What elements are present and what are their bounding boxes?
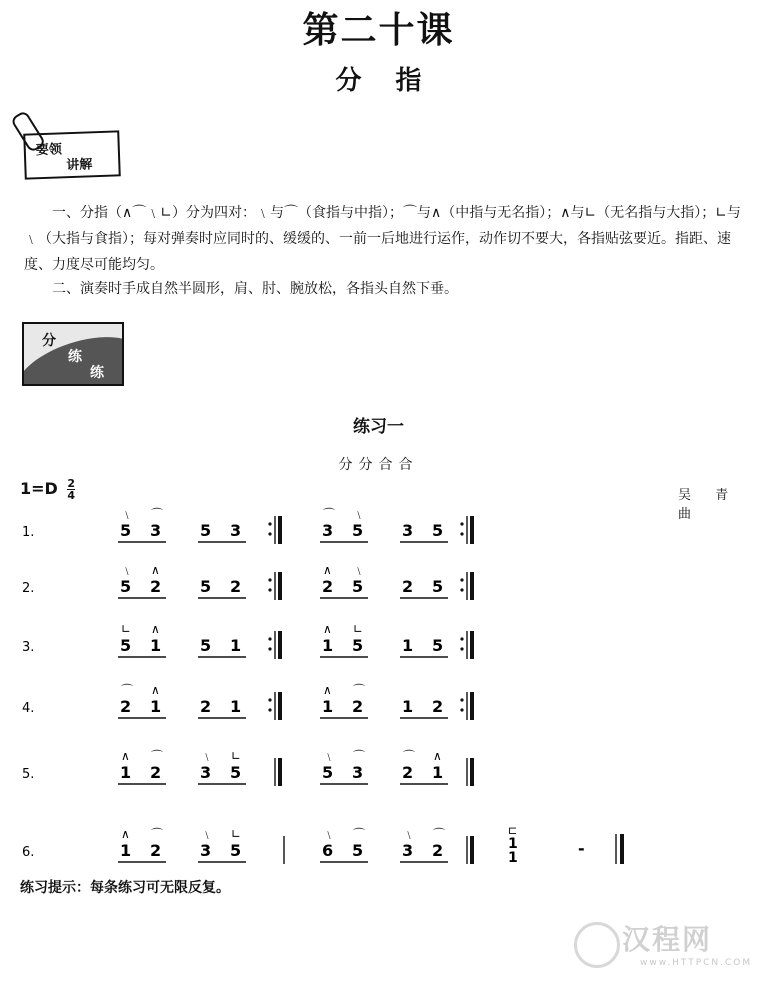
fingering-mark: ∧: [151, 622, 160, 636]
note: 5: [322, 763, 334, 782]
note: 1: [150, 636, 162, 655]
repeat-dot: [460, 522, 463, 525]
key-label: 1=D: [20, 479, 58, 498]
fingering-mark: ∟: [231, 749, 242, 763]
row-number: 2.: [22, 581, 35, 596]
watermark: [566, 916, 753, 976]
fingering-mark: ﹨: [353, 507, 366, 521]
note: 3: [322, 521, 334, 540]
note: 6: [322, 841, 334, 860]
fingering-mark: ⌒: [353, 683, 366, 697]
fingering-mark: ∟: [231, 827, 242, 841]
repeat-dot: [460, 698, 463, 701]
watermark-logo-icon: [574, 922, 620, 968]
repeat-dot: [268, 698, 271, 701]
repeat-dot: [268, 578, 271, 581]
page-title: 第二十课: [302, 9, 455, 51]
repeat-dot: [268, 708, 271, 711]
note: 5: [352, 841, 364, 860]
repeat-dot: [268, 522, 271, 525]
note: 3: [230, 521, 242, 540]
note: 2: [150, 841, 162, 860]
fingering-mark: ﹨: [201, 827, 214, 841]
explain-badge-line2: 讲解: [66, 157, 93, 174]
note: 2: [432, 697, 444, 716]
note: 3: [200, 763, 212, 782]
fingering-mark: ⊏: [508, 824, 518, 837]
note: 1: [322, 636, 334, 655]
note: 5: [432, 577, 444, 596]
fingering-mark: ∧: [121, 749, 130, 763]
note: 3: [402, 841, 414, 860]
note: 5: [120, 521, 132, 540]
fingering-mark: ⌒: [151, 507, 164, 521]
note: 1: [432, 763, 444, 782]
repeat-dot: [268, 588, 271, 591]
note: 5: [352, 521, 364, 540]
fingering-mark: ﹨: [201, 749, 214, 763]
note: 5: [120, 577, 132, 596]
note: 2: [322, 577, 334, 596]
exercise-title: 练习一: [353, 417, 404, 437]
row-number: 1.: [22, 525, 35, 540]
row-number: 5.: [22, 767, 35, 782]
exercise-subtitle: 分分合合: [338, 457, 419, 473]
note-final-low: 1: [508, 850, 518, 866]
repeat-dot: [460, 588, 463, 591]
note: 5: [230, 841, 242, 860]
paragraph-2: 二、演奏时手成自然半圆形，肩、肘、腕放松，各指头自然下垂。: [52, 281, 458, 297]
note: 3: [352, 763, 364, 782]
row-number: 6.: [22, 845, 35, 860]
fingering-mark: ﹨: [121, 563, 134, 577]
fingering-mark: ⌒: [403, 749, 416, 763]
fingering-mark: ∧: [121, 827, 130, 841]
fingering-mark: ∧: [151, 563, 160, 577]
note: 1: [150, 697, 162, 716]
practice-badge-line1: 分: [42, 333, 56, 349]
fingering-mark: ﹨: [121, 507, 134, 521]
note: 1: [402, 697, 414, 716]
repeat-dot: [460, 708, 463, 711]
note: 1: [120, 763, 132, 782]
time-top: 2: [67, 477, 76, 490]
fingering-mark: ﹨: [323, 749, 336, 763]
repeat-dot: [460, 578, 463, 581]
note: 2: [352, 697, 364, 716]
note: 1: [230, 636, 242, 655]
fingering-mark: ∧: [323, 683, 332, 697]
note: 5: [352, 636, 364, 655]
note-final: 1: [508, 836, 518, 852]
fingering-mark: ∧: [323, 622, 332, 636]
note: 2: [402, 577, 414, 596]
fingering-mark: ﹨: [323, 827, 336, 841]
repeat-dot: [268, 647, 271, 650]
fingering-mark: ⌒: [151, 827, 164, 841]
fingering-mark: ∧: [323, 563, 332, 577]
note: 2: [200, 697, 212, 716]
note: 5: [352, 577, 364, 596]
note: 1: [230, 697, 242, 716]
practice-badge-line3: 练: [90, 365, 104, 381]
repeat-dot: [460, 532, 463, 535]
note: 2: [230, 577, 242, 596]
dash: -: [578, 839, 585, 858]
row-number: 3.: [22, 640, 35, 655]
practice-badge-line2: 练: [68, 349, 82, 365]
repeat-dot: [460, 637, 463, 640]
watermark-name: 汉程网: [622, 923, 713, 956]
note: 2: [120, 697, 132, 716]
note: 2: [150, 577, 162, 596]
note: 2: [432, 841, 444, 860]
note: 5: [432, 521, 444, 540]
note: 3: [402, 521, 414, 540]
note: 5: [200, 521, 212, 540]
explain-badge-line1: 要领: [35, 142, 63, 159]
fingering-mark: ﹨: [353, 563, 366, 577]
note: 1: [120, 841, 132, 860]
note: 5: [230, 763, 242, 782]
page-subtitle: 分指: [335, 66, 456, 96]
note: 1: [322, 697, 334, 716]
fingering-mark: ⌒: [353, 749, 366, 763]
repeat-dot: [268, 532, 271, 535]
repeat-dot: [460, 647, 463, 650]
note: 2: [402, 763, 414, 782]
note: 1: [402, 636, 414, 655]
time-bottom: 4: [67, 489, 76, 502]
note: 2: [150, 763, 162, 782]
fingering-mark: ⌒: [323, 507, 336, 521]
row-number: 4.: [22, 701, 35, 716]
practice-tip: 练习提示：每条练习可无限反复。: [20, 880, 230, 896]
fingering-mark: ⌒: [433, 827, 446, 841]
note: 5: [432, 636, 444, 655]
fingering-mark: ∧: [151, 683, 160, 697]
fingering-mark: ∟: [121, 622, 132, 636]
note: 3: [150, 521, 162, 540]
fingering-mark: ∧: [433, 749, 442, 763]
note: 5: [120, 636, 132, 655]
fingering-mark: ⌒: [121, 683, 134, 697]
fingering-mark: ﹨: [403, 827, 416, 841]
watermark-url: www.HTTPCN.COM: [640, 958, 753, 968]
note: 5: [200, 636, 212, 655]
fingering-mark: ⌒: [353, 827, 366, 841]
note: 5: [200, 577, 212, 596]
composer: 吴 青曲: [678, 488, 739, 522]
repeat-dot: [268, 637, 271, 640]
fingering-mark: ⌒: [151, 749, 164, 763]
paragraph-1: 一、分指（∧⌒﹨∟）分为四对：﹨与⌒（食指与中指）；⌒与∧（中指与无名指）；∧与∟（无名指与大指）；∟与﹨（大指与食指）；每对弹奏时应同时的、缓缓的、一前一后地进行运作，动作切不要大，各指贴弦要近。指距、速度、力度尽可能均匀。: [24, 205, 741, 273]
note: 3: [200, 841, 212, 860]
fingering-mark: ∟: [353, 622, 364, 636]
